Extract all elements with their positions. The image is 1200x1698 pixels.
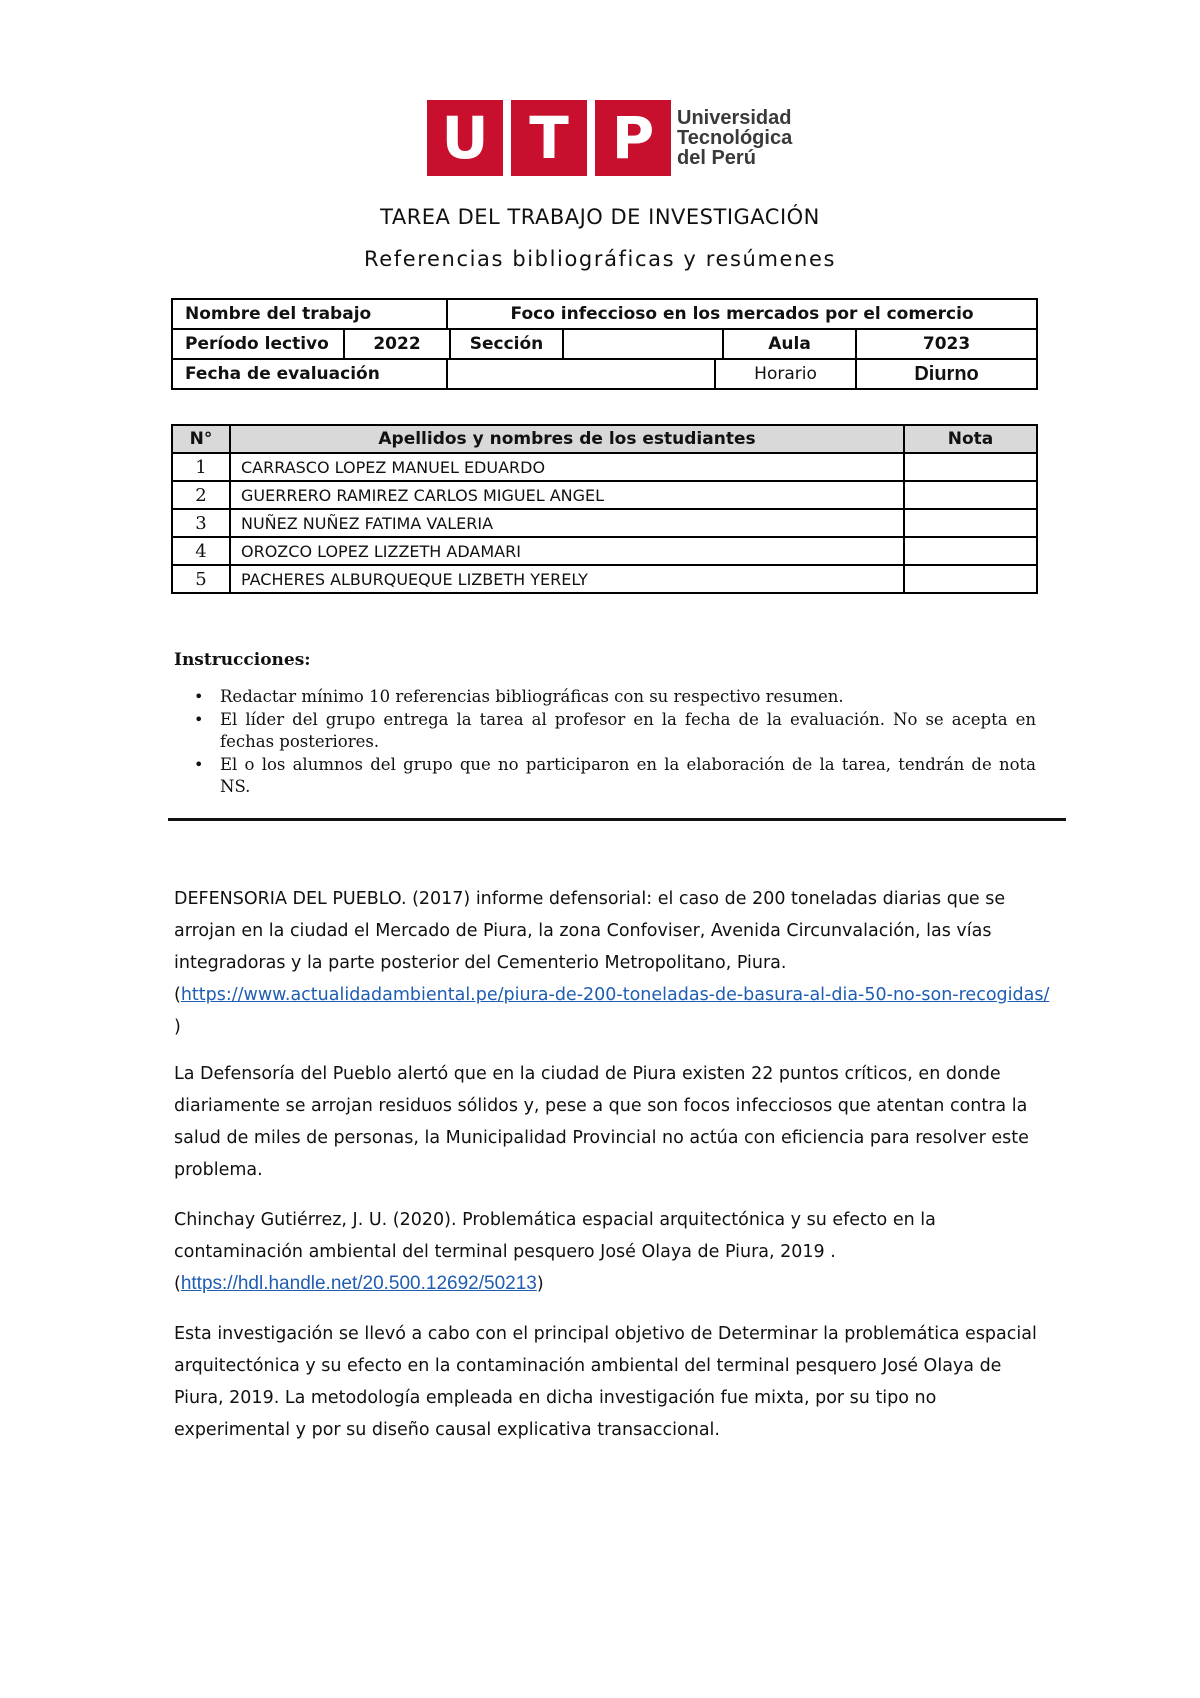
nombre-value: Foco infeccioso en los mercados por el comercio [447, 299, 1037, 329]
logo-text-line-1: Universidad [677, 107, 792, 129]
student-grade [904, 537, 1037, 565]
student-name: NUÑEZ NUÑEZ FATIMA VALERIA [230, 509, 904, 537]
nombre-label: Nombre del trabajo [172, 299, 447, 329]
logo-letter-u: U [427, 100, 503, 176]
bullet-icon: • [194, 710, 204, 729]
seccion-label: Sección [450, 329, 563, 359]
fecha-value [447, 359, 715, 389]
reference-2-citation: Chinchay Gutiérrez, J. U. (2020). Problemática espacial arquitectónica y su efecto en la contaminación ambiental del terminal pesquero José Olaya de Piura, 2019 . [174, 1210, 936, 1262]
col-header-name: Apellidos y nombres de los estudiantes [230, 425, 904, 453]
summary-2: Esta investigación se llevó a cabo con el principal objetivo de Determinar la problemática espacial arquitectónica y su efecto en la contaminación ambiental del terminal pesquero José Olaya de Piura, 2019. La metodología empleada en dicha investigación fue mixta, por su tipo no experimental y por su diseño causal explicativa transaccional. [174, 1324, 1037, 1440]
student-name: CARRASCO LOPEZ MANUEL EDUARDO [230, 453, 904, 481]
student-number: 5 [172, 565, 230, 593]
student-grade [904, 453, 1037, 481]
student-grade [904, 565, 1037, 593]
fecha-label: Fecha de evaluación [172, 359, 447, 389]
aula-value: 7023 [856, 329, 1037, 359]
instruction-text: El o los alumnos del grupo que no participaron en la elaboración de la tarea, tendrán de nota NS. [220, 755, 1036, 796]
student-number: 3 [172, 509, 230, 537]
logo-letter-p: P [595, 100, 671, 176]
logo-text-line-2: Tecnológica [677, 127, 793, 149]
table-row [172, 453, 1037, 481]
summary-1: La Defensoría del Pueblo alertó que en la ciudad de Piura existen 22 puntos críticos, en donde diariamente se arrojan residuos sólidos y, pese a que son focos infecciosos que atentan contra la salud de miles de personas, la Municipalidad Provincial no actúa con eficiencia para resolver este problema. [174, 1064, 1029, 1180]
student-name: PACHERES ALBURQUEQUE LIZBETH YERELY [230, 565, 904, 593]
logo-letter-t: T [511, 100, 587, 176]
table-row [172, 481, 1037, 509]
col-header-number: N° [172, 425, 230, 453]
student-number: 4 [172, 537, 230, 565]
table-row [172, 565, 1037, 593]
horario-label: Horario [715, 359, 856, 389]
section-divider [168, 818, 1066, 821]
student-grade [904, 481, 1037, 509]
document-subtitle: Referencias bibliográficas y resúmenes [363, 247, 837, 271]
table-row [172, 509, 1037, 537]
reference-2-link[interactable]: https://hdl.handle.net/20.500.12692/50213 [180, 1273, 537, 1294]
student-name: GUERRERO RAMIREZ CARLOS MIGUEL ANGEL [230, 481, 904, 509]
instructions-list [194, 686, 1036, 799]
instructions-title: Instrucciones: [174, 650, 311, 670]
reference-1-citation: DEFENSORIA DEL PUEBLO. (2017) informe defensorial: el caso de 200 toneladas diarias que se arrojan en la ciudad el Mercado de Piura, la zona Confoviser, Avenida Circunvalación, las vías integradoras y la parte posterior del Cementerio Metropolitano, Piura. [174, 889, 1006, 973]
document-title: TAREA DEL TRABAJO DE INVESTIGACIÓN [380, 205, 820, 229]
reference-1-close-paren: ) [174, 1017, 181, 1037]
student-grade [904, 509, 1037, 537]
logo-university-name [677, 108, 792, 168]
list-item [194, 686, 1036, 708]
students-table [171, 424, 1038, 594]
instruction-text: Redactar mínimo 10 referencias bibliográficas con su respectivo resumen. [220, 687, 844, 706]
horario-value: Diurno [856, 359, 1037, 389]
student-number: 2 [172, 481, 230, 509]
student-number: 1 [172, 453, 230, 481]
reference-1 [174, 883, 1050, 1043]
reference-1-link[interactable]: https://www.actualidadambiental.pe/piura-de-200-toneladas-de-basura-al-dia-50-no-son-recogidas/ [180, 985, 1050, 1005]
reference-2-open-paren: ( [174, 1274, 181, 1294]
instruction-text: El líder del grupo entrega la tarea al profesor en la fecha de la evaluación. No se acepta en fechas posteriores. [220, 710, 1036, 751]
work-info-table [171, 298, 1038, 390]
periodo-value: 2022 [344, 329, 450, 359]
list-item [194, 709, 1036, 753]
seccion-value [563, 329, 723, 359]
col-header-grade: Nota [904, 425, 1037, 453]
reference-2 [174, 1204, 1050, 1300]
reference-1-open-paren: ( [174, 985, 181, 1005]
bullet-icon: • [194, 687, 204, 706]
periodo-label: Período lectivo [172, 329, 344, 359]
logo-text-line-3: del Perú [677, 147, 756, 169]
table-row [172, 537, 1037, 565]
aula-label: Aula [723, 329, 856, 359]
student-name: OROZCO LOPEZ LIZZETH ADAMARI [230, 537, 904, 565]
bullet-icon: • [194, 755, 204, 774]
list-item [194, 754, 1036, 798]
reference-2-close-paren: ) [536, 1274, 544, 1294]
